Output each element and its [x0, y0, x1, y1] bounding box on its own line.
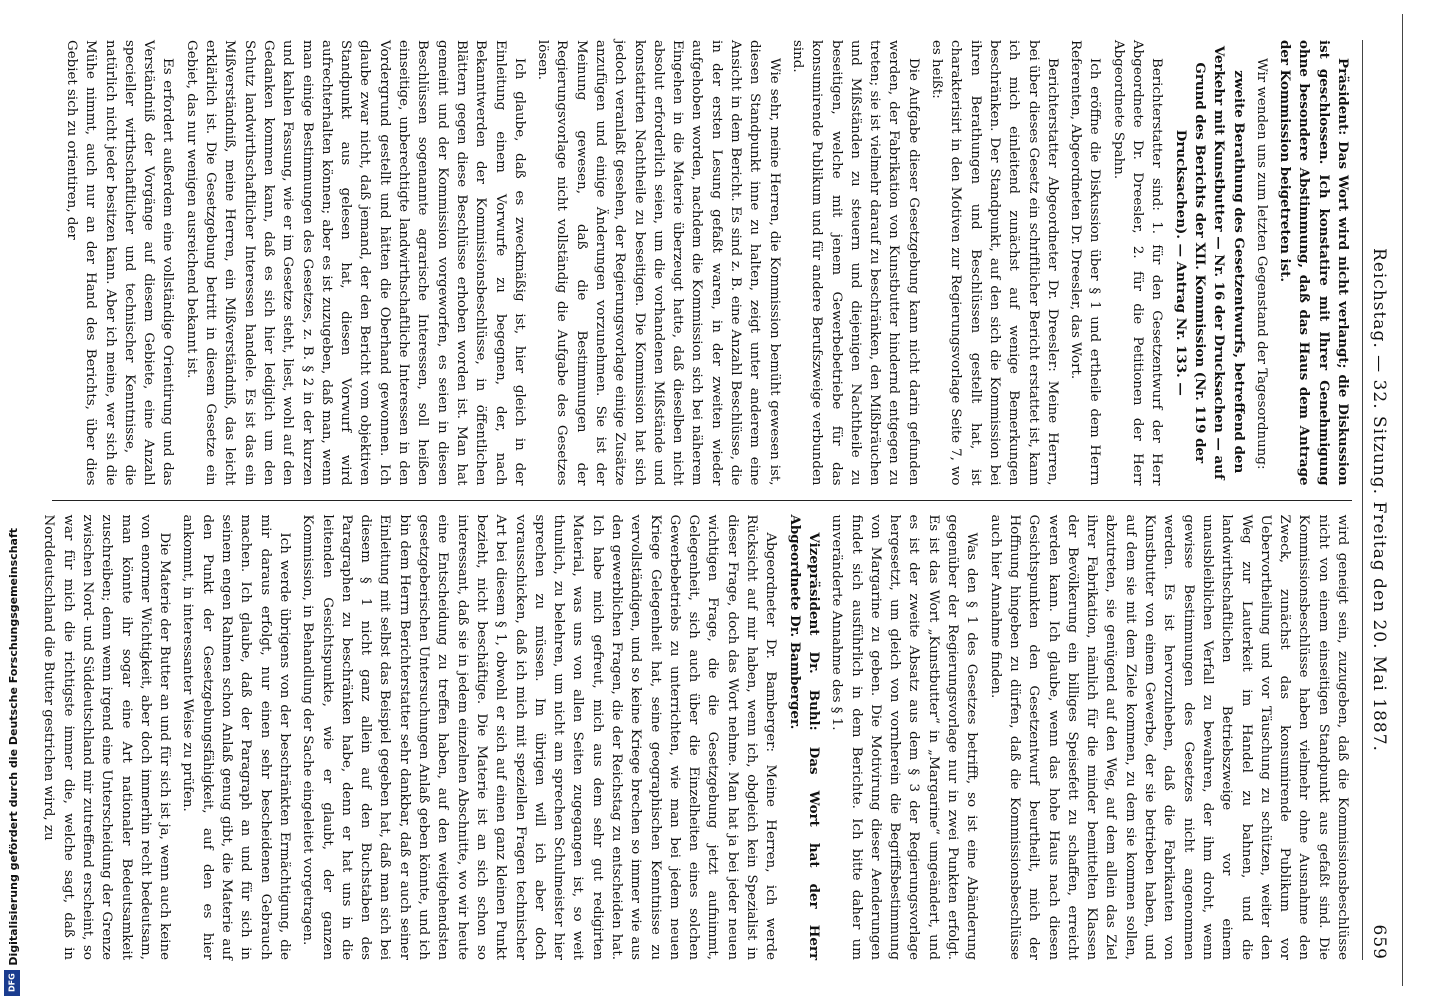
paragraph: Berichterstatter Abgeordneter Dr. Dreesler: Meine Herren, bei über dieses Gesetz ein schriftlicher Bericht erstattet ist, kann ich mich einleitend zunächst auf wenige Bemerkungen beschränken. Der Standpunkt, auf den sich die Kommission bei ihren Berathungen und Beschlüssen gestellt hat, ist charakterisirt in den Motiven zur Regierungsvorlage Seite 7, wo es heißt: [929, 40, 1060, 486]
paragraph: Die Aufgabe dieser Gesetzgebung kann nicht darin gefunden werden, der Fabrikation von Kunstbutter hindernd entgegen zu treten; sie ist vielmehr darauf zu beschränken, den Mißbräuchen und Mißständen zu steuern und diejenigen Nachtheile zu beseitigen, welche mit jenem Gewerbebetriebe für das konsumirende Publikum und für andere Berufszweige verbunden sind. [789, 40, 921, 486]
dfg-logo: DFG [4, 970, 20, 996]
paragraph: Ich eröffne die Diskussion über § 1 und ertheile dem Herrn Referenten, Abgeordneten Dr. Dreesler, das Wort. [1068, 40, 1103, 486]
running-title: Reichstag. — 32. Sitzung. Freitag den 20. Mai 1887. [1369, 248, 1389, 752]
digitization-credit: Digitalisierung gefördert durch die Deutsche Forschungsgemeinschaft [6, 528, 20, 966]
rotated-sheet [21, 0, 1401, 1000]
column-right [41, 514, 1352, 961]
page-header [1362, 40, 1389, 960]
column-left [52, 40, 1352, 486]
column-divider [52, 500, 1352, 501]
paragraph: Ich glaube, daß es zweckmäßig ist, hier gleich in der Einleitung einem Vorwurfe zu begegnen, der, nach Bekanntwerden der Kommissionsbeschlüsse, in öffentlichen Blättern gegen diese Beschlüsse erhoben worden ist. Man hat gemeint und der Kommission vorgeworfen, es seien in diesen Beschlüssen sogenannte agrarische Interessen, soll heißen einseitige, unberechtigte landwirthschaftliche Interessen in den Vordergrund gestellt und hätten die Oberhand gewonnen. Ich glaube zwar nicht, daß jemand, der den Bericht vom objektiven Standpunkt aus gelesen hat, diesen Vorwurf wird aufrechterhalten können; aber es ist zuzugeben, daß man, wenn man einige Bestimmungen des Gesetzes, z. B. § 2 in der kurzen und kahlen Fassung, wie er im Gesetze steht, liest, wohl auf den Gedanken kommen kann, daß es sich hier lediglich um den Schutz landwirthschaftlicher Interessen handele. Es ist das ein Mißverständniß, meine Herren, ein Mißverständniß, das leicht erklärlich ist. Die Gesetzgebung betritt in diesem Gesetze ein Gebiet, das nur wenigen ausreichend bekannt ist. [183, 40, 527, 486]
paragraph: Vizepräsident Dr. Buhl: Das Wort hat der Herr Abgeordnete Dr. Bamberger. [786, 514, 822, 960]
paragraph: Wie sehr, meine Herren, die Kommission bemüht gewesen ist, diesen Standpunkt inne zu halten, zeigt unter anderem eine Ansicht in dem Bericht. Es sind z. B. eine Anzahl Beschlüsse, die in der ersten Lesung gefaßt waren, in der zweiten wieder aufgehoben worden, nachdem die Kommission sich bei näherem Eingehen in die Materie überzeugt hatte, daß dieselben nicht absolut erforderlich seien, um die vorhandenen Mißstände und konstatirten Nachtheile zu beseitigen. Die Kommission hat sich jedoch veranlaßt gesehen, der Regierungsvorlage einige Zusätze anzufügen und einige Änderungen vorzunehmen. Sie ist der Meinung gewesen, daß die Bestimmungen der Regierungsvorlage nicht vollständig die Aufgabe des Gesetzes lösen. [535, 40, 782, 486]
paragraph: Berichterstatter sind: 1. für den Gesetzentwurf der Herr Abgeordnete Dr. Dreesler, 2. für die Petitionen der Herr Abgeordnete Spahn. [1110, 40, 1165, 486]
paragraph: Die Materie der Butter an und für sich ist ja, wenn auch keine von enormer Wichtigkeit, aber doch immerhin recht bedeutsam, man könnte ihr sogar eine Art nationaler Bedeutsamkeit zuschreiben; denn wenn irgend eine Unterscheidung der Grenze zwischen Nord- und Süddeutschland mir zutreffend erscheint, so war für mich die richtigste immer die, welche sagt, daß in Norddeutschland die Butter gestrichen wird, zu [41, 514, 173, 960]
footer-strip [2, 0, 24, 1000]
paragraph: Was den § 1 des Gesetzes betrifft, so ist eine Abänderung gegenüber der Regierungsvorlage nur in zwei Punkten erfolgt. Es ist das Wort „Kunstbutter“ in „Margarine“ umgeändert, und es ist der zweite Absatz aus dem § 3 der Regierungsvorlage hergesetzt, um gleich von vornherein die Begriffsbestimmung von Margarine zu geben. Die Motivirung dieser Aenderungen findet sich ausführlich in dem Berichte. Ich bitte daher um unveränderte Annahme des § 1. [829, 514, 980, 960]
paragraph: Abgeordneter Dr. Bamberger: Meine Herren, ich werde Rücksicht auf mir haben, wenn ich, obgleich kein Spezialist in dieser Frage, doch das Wort nehme. Man hat ja bei jeder neuen wichtigen Frage, die die Gesetzgebung jetzt aufnimmt, Gelegenheit, sich auch über die Einzelheiten eines solchen Gewerbebetriebs zu unterrichten, wie man bei jedem neuen Kriege Gelegenheit hat, seine geographischen Kenntnisse zu vervollständigen, und so keine Kriege brechen so immer wie aus den gewerblichen Fragen, die der Reichstag zu entscheiden hat. Ich habe mich gefreut, mich aus dem sehr gut redigirten Material, was uns von allen Seiten zugegangen ist, so weit thunlich, zu belehren, um nicht am sprechen Schulmeister hier sprechen zu müssen. Im übrigen will ich aber doch vorausschicken, daß ich mich mit speziellen Fragen technischer Art bei diesem § 1, obwohl er sich auf einen ganz kleinen Punkt bezieht, nicht beschäftige. Die Materie ist an sich schon so interessant, daß sie in jedem einzelnen Abschnitte, wo wir heute eine Entscheidung zu treffen haben, auf den weitgehendsten gesetzgeberischen Untersuchungen Anlaß geben könnte, und ich bin dem Herrn Berichterstatter sehr dankbar, daß er auch seiner Einleitung mit selbst das Beispiel gegeben hat, daß man sich bei diesem § 1 nicht ganz allein auf den Buchstaben des Paragraphen zu beschränken habe, denn er hat uns in die leitenden Gesichtspunkte, wie er glaubt, der ganzen Kommission, in Behandlung der Sache eingeleitet vorgetragen. [300, 514, 779, 960]
paragraph: Präsident: Das Wort wird nicht verlangt; die Diskussion ist geschlossen. Ich konstatire mit Ihrer Genehmigung ohne besondere Abstimmung, daß das Haus dem Antrage der Kommission beigetreten ist. [1277, 40, 1351, 486]
paragraph: Es erfordert außerdem eine vollständige Orientirung und das Verständniß der Vorgänge auf diesem Gebiete, eine Anzahl specieller wirthschaftlicher und technischer Kenntnisse, die natürlich nicht jeder besitzen kann. Aber ich meine, wer sich die Mühe nimmt, auch nur an der Hand des Berichts, über dies Gebiet sich zu orientiren, der [64, 40, 176, 486]
paragraph: zweite Berathung des Gesetzentwurfs, betreffend den Verkehr mit Kunstbutter — Nr. 16 der Drucksachen — auf Grund des Berichts der XII. Kommission (Nr. 119 der Drucksachen). — Antrag Nr. 133. — [1172, 45, 1247, 480]
paragraph: wird geneigt sein, zuzugeben, daß die Kommissionsbeschlüsse nicht von einem einseitigen Standpunkt aus gefaßt sind. Die Kommissionsbeschlüsse haben vielmehr ohne Ausnahme den Zweck, zunächst das konsumirende Publikum vor Uebervortheilung und vor Täuschung zu schützen, weiter den Weg zur Lauterkeit im Handel zu bahnen, und die landwirthschaftlichen Betriebszweige vor einem unausbleiblichen Verfall zu bewahren, der ihm droht, wenn gewisse Bestimmungen des Gesetzes nicht angenommen werden. Es ist hervorzuheben, daß die Fabrikanten von Kunstbutter von einem Gewerbe, der sie betrieben haben, und auf dem sie mit dem Ziele kommen, zu dem sie kommen sollen, abzutreten, sie genügend auf den Weg, auf dem allein das Ziel ihrer Fabrikation, nämlich für die minder bemittelten Klassen der Bevölkerung ein billiges Speisefett zu schaffen, erreicht werden kann. Ich glaube, wenn das hohe Haus nach diesen Gesichtspunkten den Gesetzentwurf beurtheilt, mich der Hoffnung hingeben zu dürfen, daß die Kommissionsbeschlüsse auch hier Annahme finden. [987, 514, 1350, 960]
paragraph: Ich werde übrigens von der beschränkten Ermächtigung, die mir daraus erfolgt, nur einen sehr bescheidenen Gebrauch machen. Ich glaube, daß der Paragraph an und für sich in seinem engen Rahmen schon Anlaß genug gibt, die Materie auf den Punkt der Gesetzgebungsfähigkeit, auf den es hier ankommt, in interessanter Weise zu prüfen. [180, 514, 292, 960]
paragraph: Wir wenden uns zum letzten Gegenstand der Tagesordnung: [1253, 58, 1269, 470]
text-columns [41, 40, 1352, 960]
page-number: 659 [1369, 924, 1389, 960]
page-edge-rule [1402, 14, 1403, 986]
